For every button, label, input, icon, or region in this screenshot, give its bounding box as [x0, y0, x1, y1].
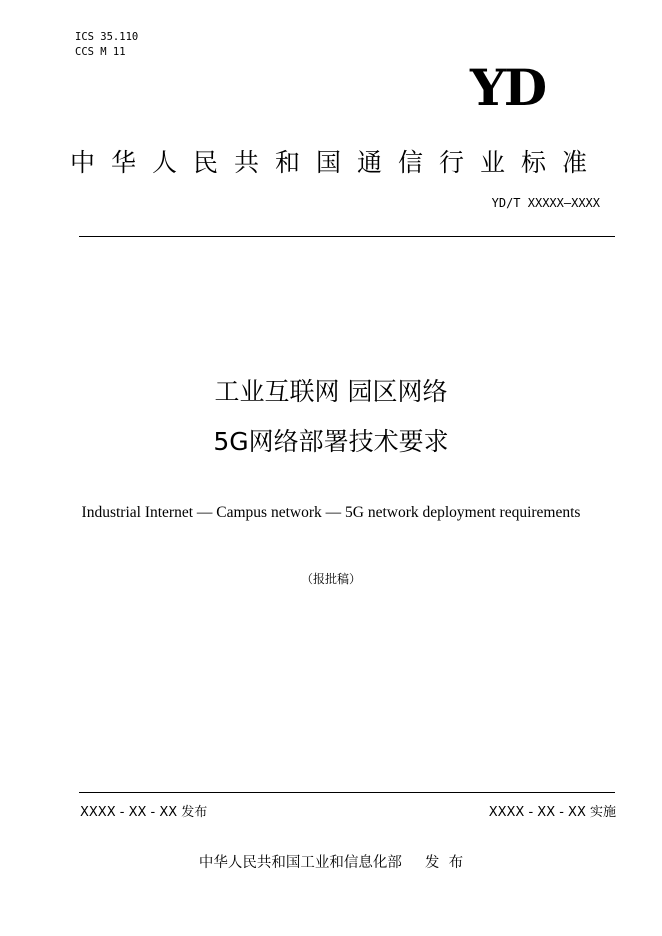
draft-status: （报批稿） — [300, 572, 361, 586]
bottom-divider — [79, 792, 615, 793]
issuing-authority: 中华人民共和国工业和信息化部 发 布 — [198, 855, 464, 871]
top-divider — [79, 236, 615, 237]
ics-code: ICS 35.110 — [75, 31, 139, 43]
industry-standard-header: 中华人民共和国通信行业标准 — [70, 148, 604, 177]
standard-number: YD/T XXXXX—XXXX — [491, 196, 600, 210]
yd-logo: YD — [470, 58, 546, 117]
publish-date: XXXX - XX - XX 发布 — [80, 805, 208, 820]
title-line-2: 5G网络部署技术要求 — [213, 427, 449, 456]
ccs-code: CCS M 11 — [75, 46, 126, 58]
english-title: Industrial Internet — Campus network — 5G network deployment requirements — [81, 504, 581, 521]
implement-date: XXXX - XX - XX 实施 — [488, 805, 616, 820]
title-line-1: 工业互联网 园区网络 — [214, 377, 448, 406]
classification-codes — [75, 30, 138, 60]
